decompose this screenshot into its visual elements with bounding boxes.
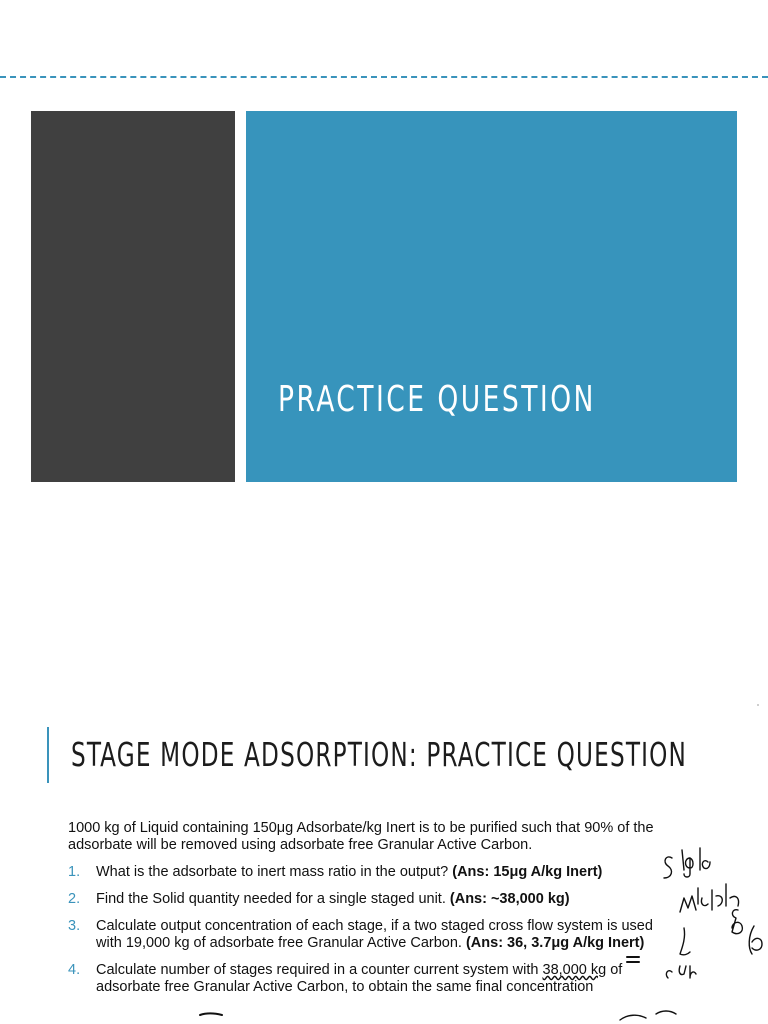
list-item	[68, 918, 668, 952]
question-text: Calculate number of stages required in a counter current system with	[96, 962, 543, 978]
handwriting-stroke	[666, 966, 696, 978]
title-accent-bar	[47, 727, 49, 783]
question-text: Find the Solid quantity needed for a single staged unit.	[96, 891, 450, 907]
answer-text: (Ans: ~38,000 kg)	[449, 891, 570, 907]
corner-mark	[757, 704, 759, 706]
handwriting-stroke	[732, 910, 742, 934]
question-text-cont: of adsorbate free Granular Active Carbon, to obtain the same final concentration	[96, 962, 623, 995]
dashed-divider	[0, 76, 768, 78]
question-list	[68, 864, 668, 1006]
handwriting-stroke	[620, 1011, 676, 1020]
question-text: What is the adsorbate to inert mass ratio in the output?	[96, 864, 453, 880]
question-number: 1.	[68, 864, 81, 880]
question-number: 3.	[68, 918, 81, 934]
question-number: 2.	[68, 891, 81, 907]
question-number: 4.	[68, 962, 81, 978]
title-panel	[246, 111, 737, 482]
handwriting-stroke	[680, 928, 690, 955]
list-item	[68, 891, 668, 908]
handwriting-stroke	[680, 884, 739, 912]
list-item	[68, 962, 668, 996]
underlined-value: 38,000 kg	[542, 962, 607, 978]
problem-statement: 1000 kg of Liquid containing 150μg Adsorbate/kg Inert is to be purified such that 90% of the adsorbate will be removed using adsorbate free Granular Active Carbon.	[68, 820, 654, 853]
slide-title: PRACTICE QUESTION	[278, 379, 596, 420]
list-item	[68, 864, 668, 881]
handwriting-stroke	[749, 926, 762, 954]
answer-text: (Ans: 15μg A/kg Inert)	[452, 864, 603, 880]
answer-text: (Ans: 36, 3.7μg A/kg Inert)	[465, 935, 645, 951]
dark-side-panel	[31, 111, 235, 482]
handwriting-stroke	[200, 1014, 222, 1016]
question-text: Calculate output concentration of each stage, if a two staged cross flow system is used with 19,000 kg of adsorbate free Granular Active Carbon.	[96, 918, 653, 951]
slide-heading: STAGE MODE ADSORPTION: PRACTICE QUESTION	[71, 735, 688, 774]
